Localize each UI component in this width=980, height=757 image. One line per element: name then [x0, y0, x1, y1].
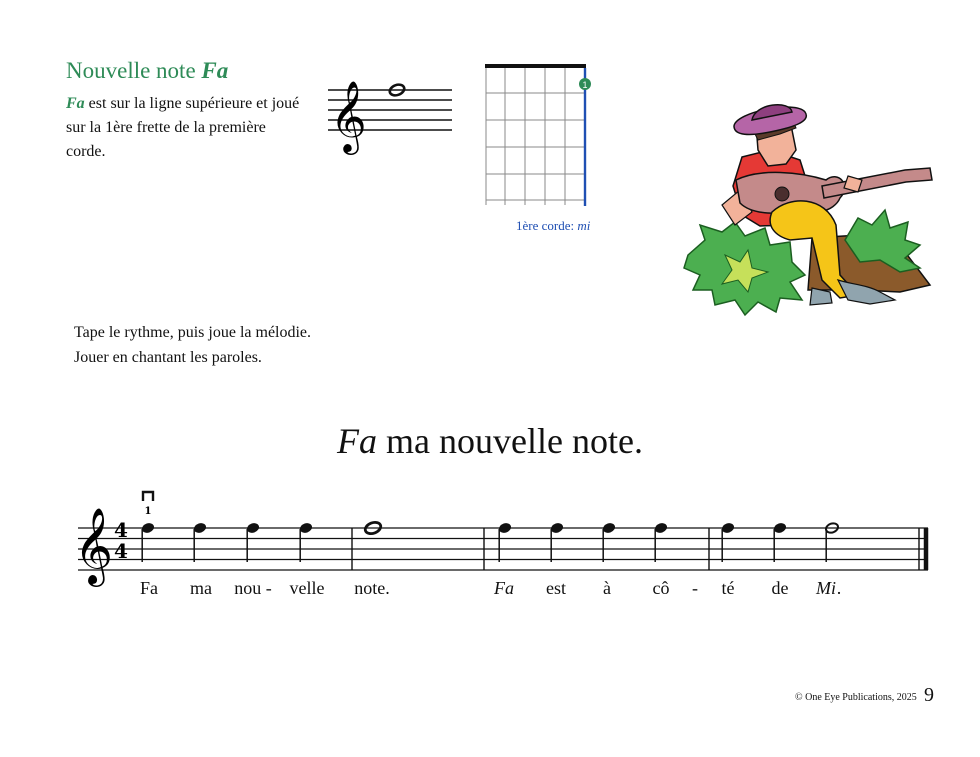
- finger-number: 1: [582, 80, 588, 90]
- page-number: 9: [924, 684, 934, 706]
- fingering-number: 1: [144, 506, 152, 517]
- instruction-line-2: Jouer en chantant les paroles.: [74, 349, 262, 366]
- lyric-syllable: nou -: [234, 578, 272, 598]
- title-note: Fa: [201, 58, 229, 83]
- song-title-note: Fa: [337, 421, 378, 461]
- lyric-syllable: à: [603, 578, 611, 598]
- score-treble-clef-icon: 𝄞: [74, 507, 114, 584]
- lyric-syllable: -: [692, 578, 698, 598]
- string-label-text: 1ère corde:: [516, 218, 578, 233]
- lyric-syllable: note.: [354, 578, 390, 598]
- time-signature-top: 4: [114, 518, 128, 542]
- lyric-syllable: est: [546, 578, 566, 598]
- instruction-line-1: Tape le rythme, puis joue la mélodie.: [74, 324, 312, 341]
- lyric-syllable: ma: [190, 578, 212, 598]
- down-bow-icon: [143, 492, 153, 501]
- lyric-syllable: de: [771, 578, 789, 598]
- title-text: Nouvelle note: [66, 58, 202, 83]
- copyright: © One Eye Publications, 2025: [795, 692, 917, 703]
- lyric-syllable: Fa: [494, 578, 514, 598]
- lyric-syllable: té: [721, 578, 735, 598]
- lyric-syllable: .: [836, 578, 842, 598]
- lyric-syllable: Fa: [140, 578, 158, 598]
- time-signature-bottom: 4: [114, 539, 128, 563]
- description-text: est sur la ligne supérieure et joué sur la 1ère frette de la première corde.: [66, 95, 300, 160]
- string-name: mi: [577, 218, 591, 233]
- lyric-syllable: cô: [652, 578, 670, 598]
- song-title-rest: ma nouvelle note.: [377, 421, 643, 461]
- lyric-syllable: Mi: [816, 578, 836, 598]
- description-note: Fa: [66, 95, 85, 112]
- lyric-syllable: velle: [289, 578, 325, 598]
- treble-clef-icon: 𝄞: [330, 79, 367, 152]
